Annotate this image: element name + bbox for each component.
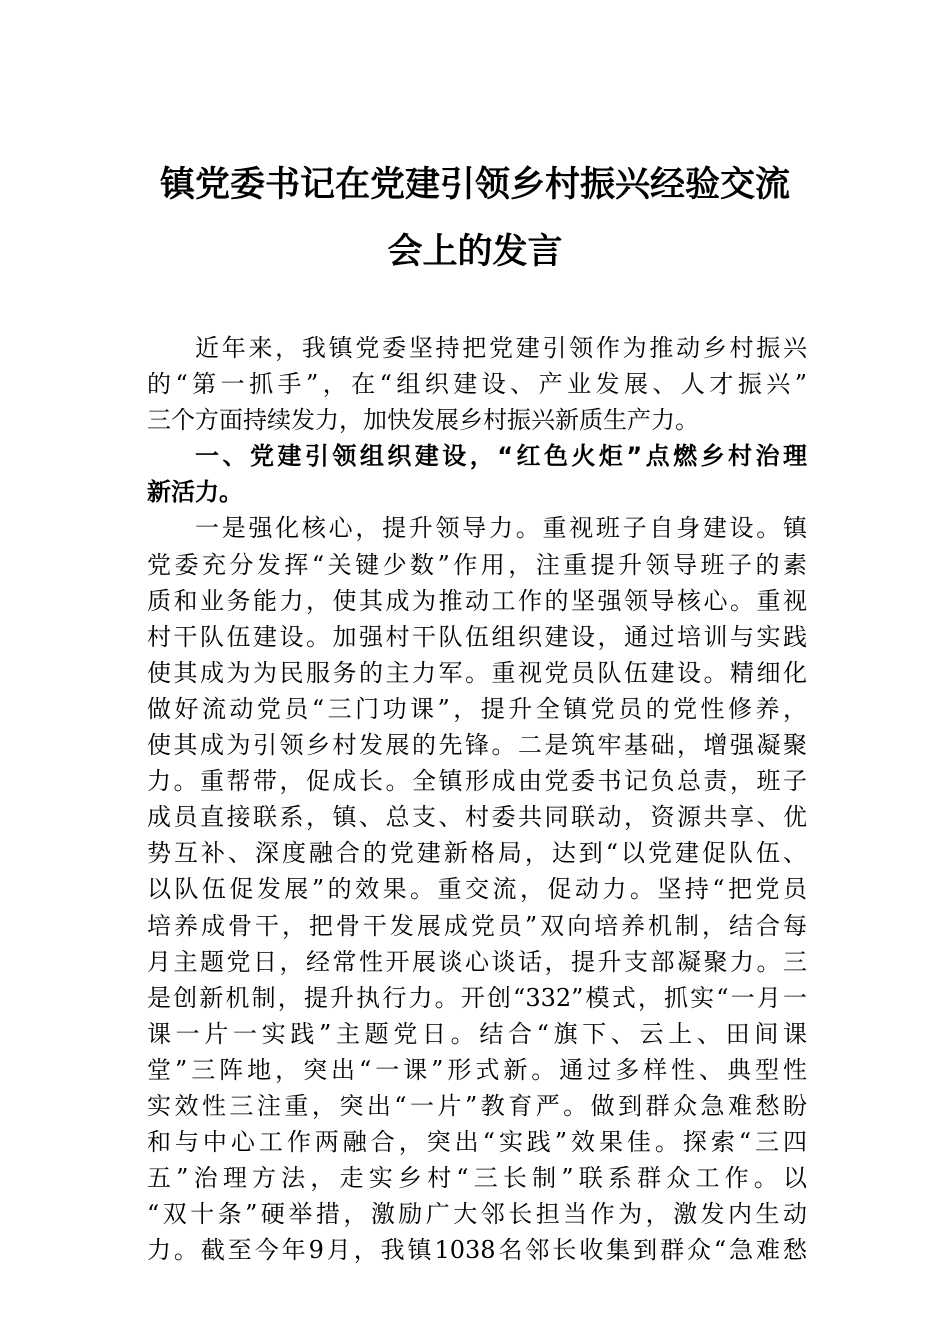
paragraph-line: 势互补、深度融合的党建新格局，达到“以党建促队伍、 [147, 839, 807, 868]
document-title-line-2: 会上的发言 [387, 231, 563, 272]
paragraph-line: 五”治理方法，走实乡村“三长制”联系群众工作。以 [147, 1164, 807, 1193]
paragraph-line: 课一片一实践”主题党日。结合“旗下、云上、田间课 [147, 1019, 807, 1048]
paragraph-line: 月主题党日，经常性开展谈心谈话，提升支部凝聚力。三 [147, 947, 807, 976]
paragraph-line: 堂”三阵地，突出“一课”形式新。通过多样性、典型性 [147, 1055, 807, 1084]
paragraph-line: 党委充分发挥“关键少数”作用，注重提升领导班子的素 [147, 550, 807, 579]
paragraph-line: 力。重帮带，促成长。全镇形成由党委书记负总责，班子 [147, 767, 807, 796]
paragraph-line: 一是强化核心，提升领导力。重视班子自身建设。镇 [195, 514, 807, 543]
paragraph-line: 村干队伍建设。加强村干队伍组织建设，通过培训与实践 [147, 622, 807, 651]
paragraph-line: 使其成为为民服务的主力军。重视党员队伍建设。精细化 [147, 658, 807, 687]
paragraph-line: 成员直接联系，镇、总支、村委共同联动，资源共享、优 [147, 803, 807, 832]
paragraph-line: “双十条”硬举措，激励广大邻长担当作为，激发内生动 [147, 1200, 807, 1229]
paragraph-line: 使其成为引领乡村发展的先锋。二是筑牢基础，增强凝聚 [147, 731, 807, 760]
paragraph-line: 的“第一抓手”，在“组织建设、产业发展、人才振兴” [147, 370, 807, 399]
paragraph-line: 做好流动党员“三门功课”，提升全镇党员的党性修养， [147, 694, 807, 723]
document-title-line-1: 镇党委书记在党建引领乡村振兴经验交流 [159, 164, 790, 205]
document-body [147, 330, 807, 1268]
section-heading-line: 新活力。 [147, 478, 243, 507]
paragraph-line: 是创新机制，提升执行力。开创“332”模式，抓实“一月一 [147, 983, 807, 1012]
paragraph-line: 近年来，我镇党委坚持把党建引领作为推动乡村振兴 [195, 334, 807, 362]
paragraph-line: 以队伍促发展”的效果。重交流，促动力。坚持“把党员 [147, 875, 807, 904]
paragraph-line: 和与中心工作两融合，突出“实践”效果佳。探索“三四 [147, 1128, 807, 1157]
paragraph-line: 实效性三注重，突出“一片”教育严。做到群众急难愁盼 [147, 1091, 807, 1120]
paragraph-line: 质和业务能力，使其成为推动工作的坚强领导核心。重视 [147, 586, 807, 615]
paragraph-line: 力。截至今年9月，我镇1038名邻长收集到群众“急难愁 [147, 1236, 807, 1265]
section-heading-line: 一、党建引领组织建设，“红色火炬”点燃乡村治理 [195, 442, 807, 471]
paragraph-line: 三个方面持续发力，加快发展乡村振兴新质生产力。 [147, 406, 699, 435]
paragraph-line: 培养成骨干，把骨干发展成党员”双向培养机制，结合每 [147, 911, 807, 940]
